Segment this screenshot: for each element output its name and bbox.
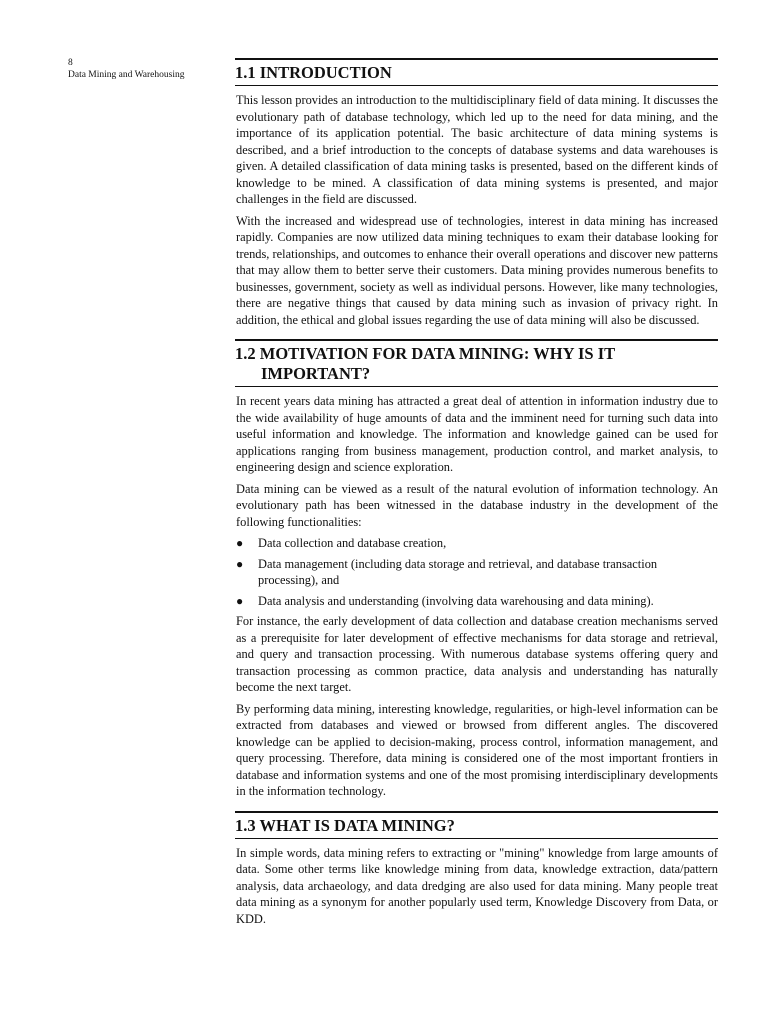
page-header-margin (68, 57, 218, 81)
page-number: 8 (68, 58, 73, 68)
section-heading-motivation-line2: IMPORTANT? (261, 364, 371, 383)
book-title: Data Mining and Warehousing (68, 70, 185, 80)
motivation-paragraph-2: Data mining can be viewed as a result of the natural evolution of information technology. An evolutionary path has been witnessed in the database industry in the development of the following functionalities: (236, 481, 718, 529)
intro-paragraph-2: With the increased and widespread use of technologies, interest in data mining has increased rapidly. Companies are now utilized data mining techniques to exam their database looking for trends, relationships, and outcomes to enhance their overall operations and discover new patterns that may allow them to better serve their customers. Data mining provides numerous benefits to businesses, government, society as well as individual persons. However, like many technologies, there are negative things that caused by data mining such as invasion of privacy right. In addition, the ethical and global issues regarding the use of data mining will also be discussed. (236, 213, 718, 327)
list-item (236, 556, 718, 589)
intro-paragraph-1: This lesson provides an introduction to the multidisciplinary field of data mining. It discusses the evolutionary path of database technology, which led up to the need for data mining, and the importance of its application potential. The basic architecture of data mining systems is described, and a brief introduction to the concepts of database systems and data warehouses is given. A detailed classification of data mining tasks is presented, based on the different kinds of knowledge to be mined. A classification of data mining systems is presented, and major challenges in the field are discussed. (236, 93, 718, 206)
list-item (236, 593, 718, 610)
bullet-icon: ● (236, 593, 244, 608)
list-item-text: Data analysis and understanding (involving data warehousing and data mining). (258, 593, 654, 608)
section-heading-motivation-line1: 1.2 MOTIVATION FOR DATA MINING: WHY IS IT (235, 344, 616, 363)
list-item (236, 535, 718, 552)
section-heading-introduction: 1.1 INTRODUCTION (235, 58, 718, 86)
section-heading-what-is-data-mining: 1.3 WHAT IS DATA MINING? (235, 811, 718, 839)
bullet-icon: ● (236, 536, 244, 550)
motivation-paragraph-3: For instance, the early development of data collection and database creation mechanisms served as a prerequisite for later development of effective mechanisms for data storage and retrieval, and query and transaction processing. With numerous database systems offering query and transaction processing as common practice, data analysis and understanding has naturally become the next target. (236, 614, 718, 694)
motivation-paragraph-1: In recent years data mining has attracted a great deal of attention in information industry due to the wide availability of huge amounts of data and the imminent need for turning such data into useful information and knowledge. The information and knowledge gained can be used for applications ranging from business management, production control, and market analysis, to engineering design and science exploration. (236, 394, 718, 474)
functionalities-list (236, 535, 718, 609)
page-body (236, 58, 718, 932)
motivation-paragraph-4: By performing data mining, interesting knowledge, regularities, or high-level information can be extracted from databases and viewed or browsed from different angles. The discovered knowledge can be applied to decision-making, process control, information management, and query processing. Therefore, data mining is considered one of the most important frontiers in database and information systems and one of the most promising interdisciplinary developments in the information technology. (236, 701, 718, 798)
section-heading-motivation (235, 339, 718, 387)
bullet-icon: ● (236, 556, 244, 571)
what-is-paragraph-1: In simple words, data mining refers to extracting or "mining" knowledge from large amounts of data. Some other terms like knowledge mining from data, knowledge extraction, data/pattern analysis, data archaeology, and data dredging are also used for data mining. Many people treat data mining as a synonym for another popularly used term, Knowledge Discovery from Data, or KDD. (236, 845, 718, 926)
list-item-text: Data collection and database creation, (258, 536, 447, 550)
list-item-text: Data management (including data storage and retrieval, and database transaction processing), and (258, 556, 658, 587)
